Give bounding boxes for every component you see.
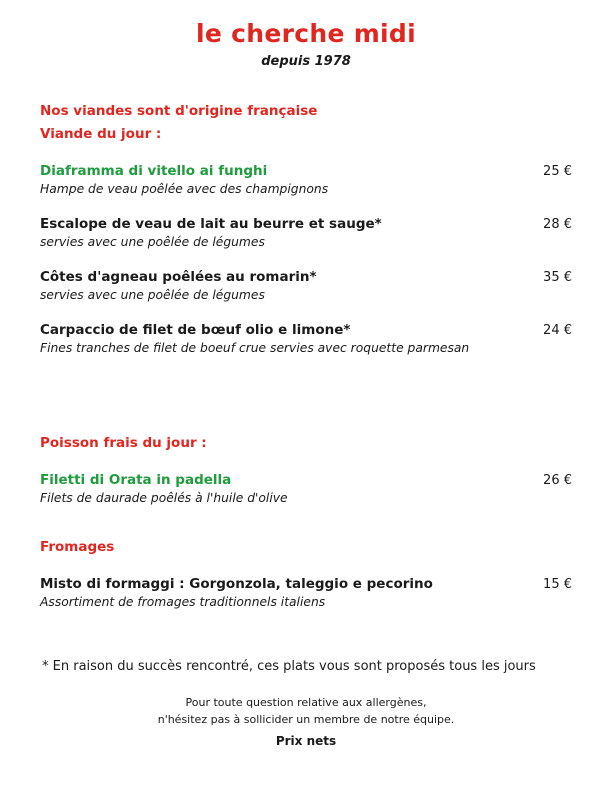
menu-item-price: 28 € (543, 217, 572, 232)
menu-item-row (40, 216, 572, 232)
cheese-section-heading: Fromages (40, 539, 115, 555)
menu-item-row (40, 163, 572, 179)
menu-item (40, 269, 572, 302)
menu-item-description: servies avec une poêlée de légumes (40, 235, 265, 249)
menu-item-price: 26 € (543, 473, 572, 488)
menu-item (40, 322, 572, 355)
prix-nets-note: Prix nets (275, 734, 337, 749)
fish-item-list (40, 472, 572, 505)
menu-item-description: Hampe de veau poêlée avec des champignons (40, 182, 329, 196)
menu-item (40, 163, 572, 196)
menu-item-name: Carpaccio de filet de bœuf olio e limone* (40, 322, 351, 338)
menu-item-name: Diaframma di vitello ai funghi (40, 163, 268, 179)
meat-origin-note: Nos viandes sont d'origine française (40, 103, 318, 119)
menu-item-name: Filetti di Orata in padella (40, 472, 232, 488)
meat-section-heading: Viande du jour : (40, 126, 162, 142)
menu-item-description: Filets de daurade poêlés à l'huile d'olive (40, 491, 288, 505)
cheese-item-list (40, 576, 572, 609)
allergen-notice-line-2: n'hésitez pas à sollicider un membre de notre équipe. (157, 713, 455, 727)
menu-item-name: Escalope de veau de lait au beurre et sauge* (40, 216, 382, 232)
menu-item-name: Misto di formaggi : Gorgonzola, taleggio e pecorino (40, 576, 433, 592)
allergen-notice (40, 694, 572, 728)
menu-item-price: 15 € (543, 577, 572, 592)
meat-item-list (40, 163, 572, 355)
menu-item-row (40, 322, 572, 338)
menu-item-description: servies avec une poêlée de légumes (40, 288, 265, 302)
menu-item-price: 35 € (543, 270, 572, 285)
menu-item-description: Fines tranches de filet de boeuf crue servies avec roquette parmesan (40, 341, 470, 355)
menu-item (40, 472, 572, 505)
menu-item-name: Côtes d'agneau poêlées au romarin* (40, 269, 317, 285)
section-spacer (40, 375, 572, 435)
page-title: le cherche midi (196, 19, 416, 48)
menu-item-description: Assortiment de fromages traditionnels italiens (40, 595, 326, 609)
menu-item-price: 25 € (543, 164, 572, 179)
menu-item-row (40, 269, 572, 285)
menu-item-row (40, 472, 572, 488)
menu-item (40, 216, 572, 249)
cheese-section (40, 539, 572, 609)
page-subtitle: depuis 1978 (261, 54, 351, 69)
allergen-notice-line-1: Pour toute question relative aux allergènes, (185, 696, 427, 709)
fish-section-heading: Poisson frais du jour : (40, 435, 207, 451)
menu-item-price: 24 € (543, 323, 572, 338)
menu-item (40, 576, 572, 609)
footnote: * En raison du succès rencontré, ces plats vous sont proposés tous les jours (42, 659, 536, 674)
fish-section (40, 435, 572, 505)
menu-item-row (40, 576, 572, 592)
